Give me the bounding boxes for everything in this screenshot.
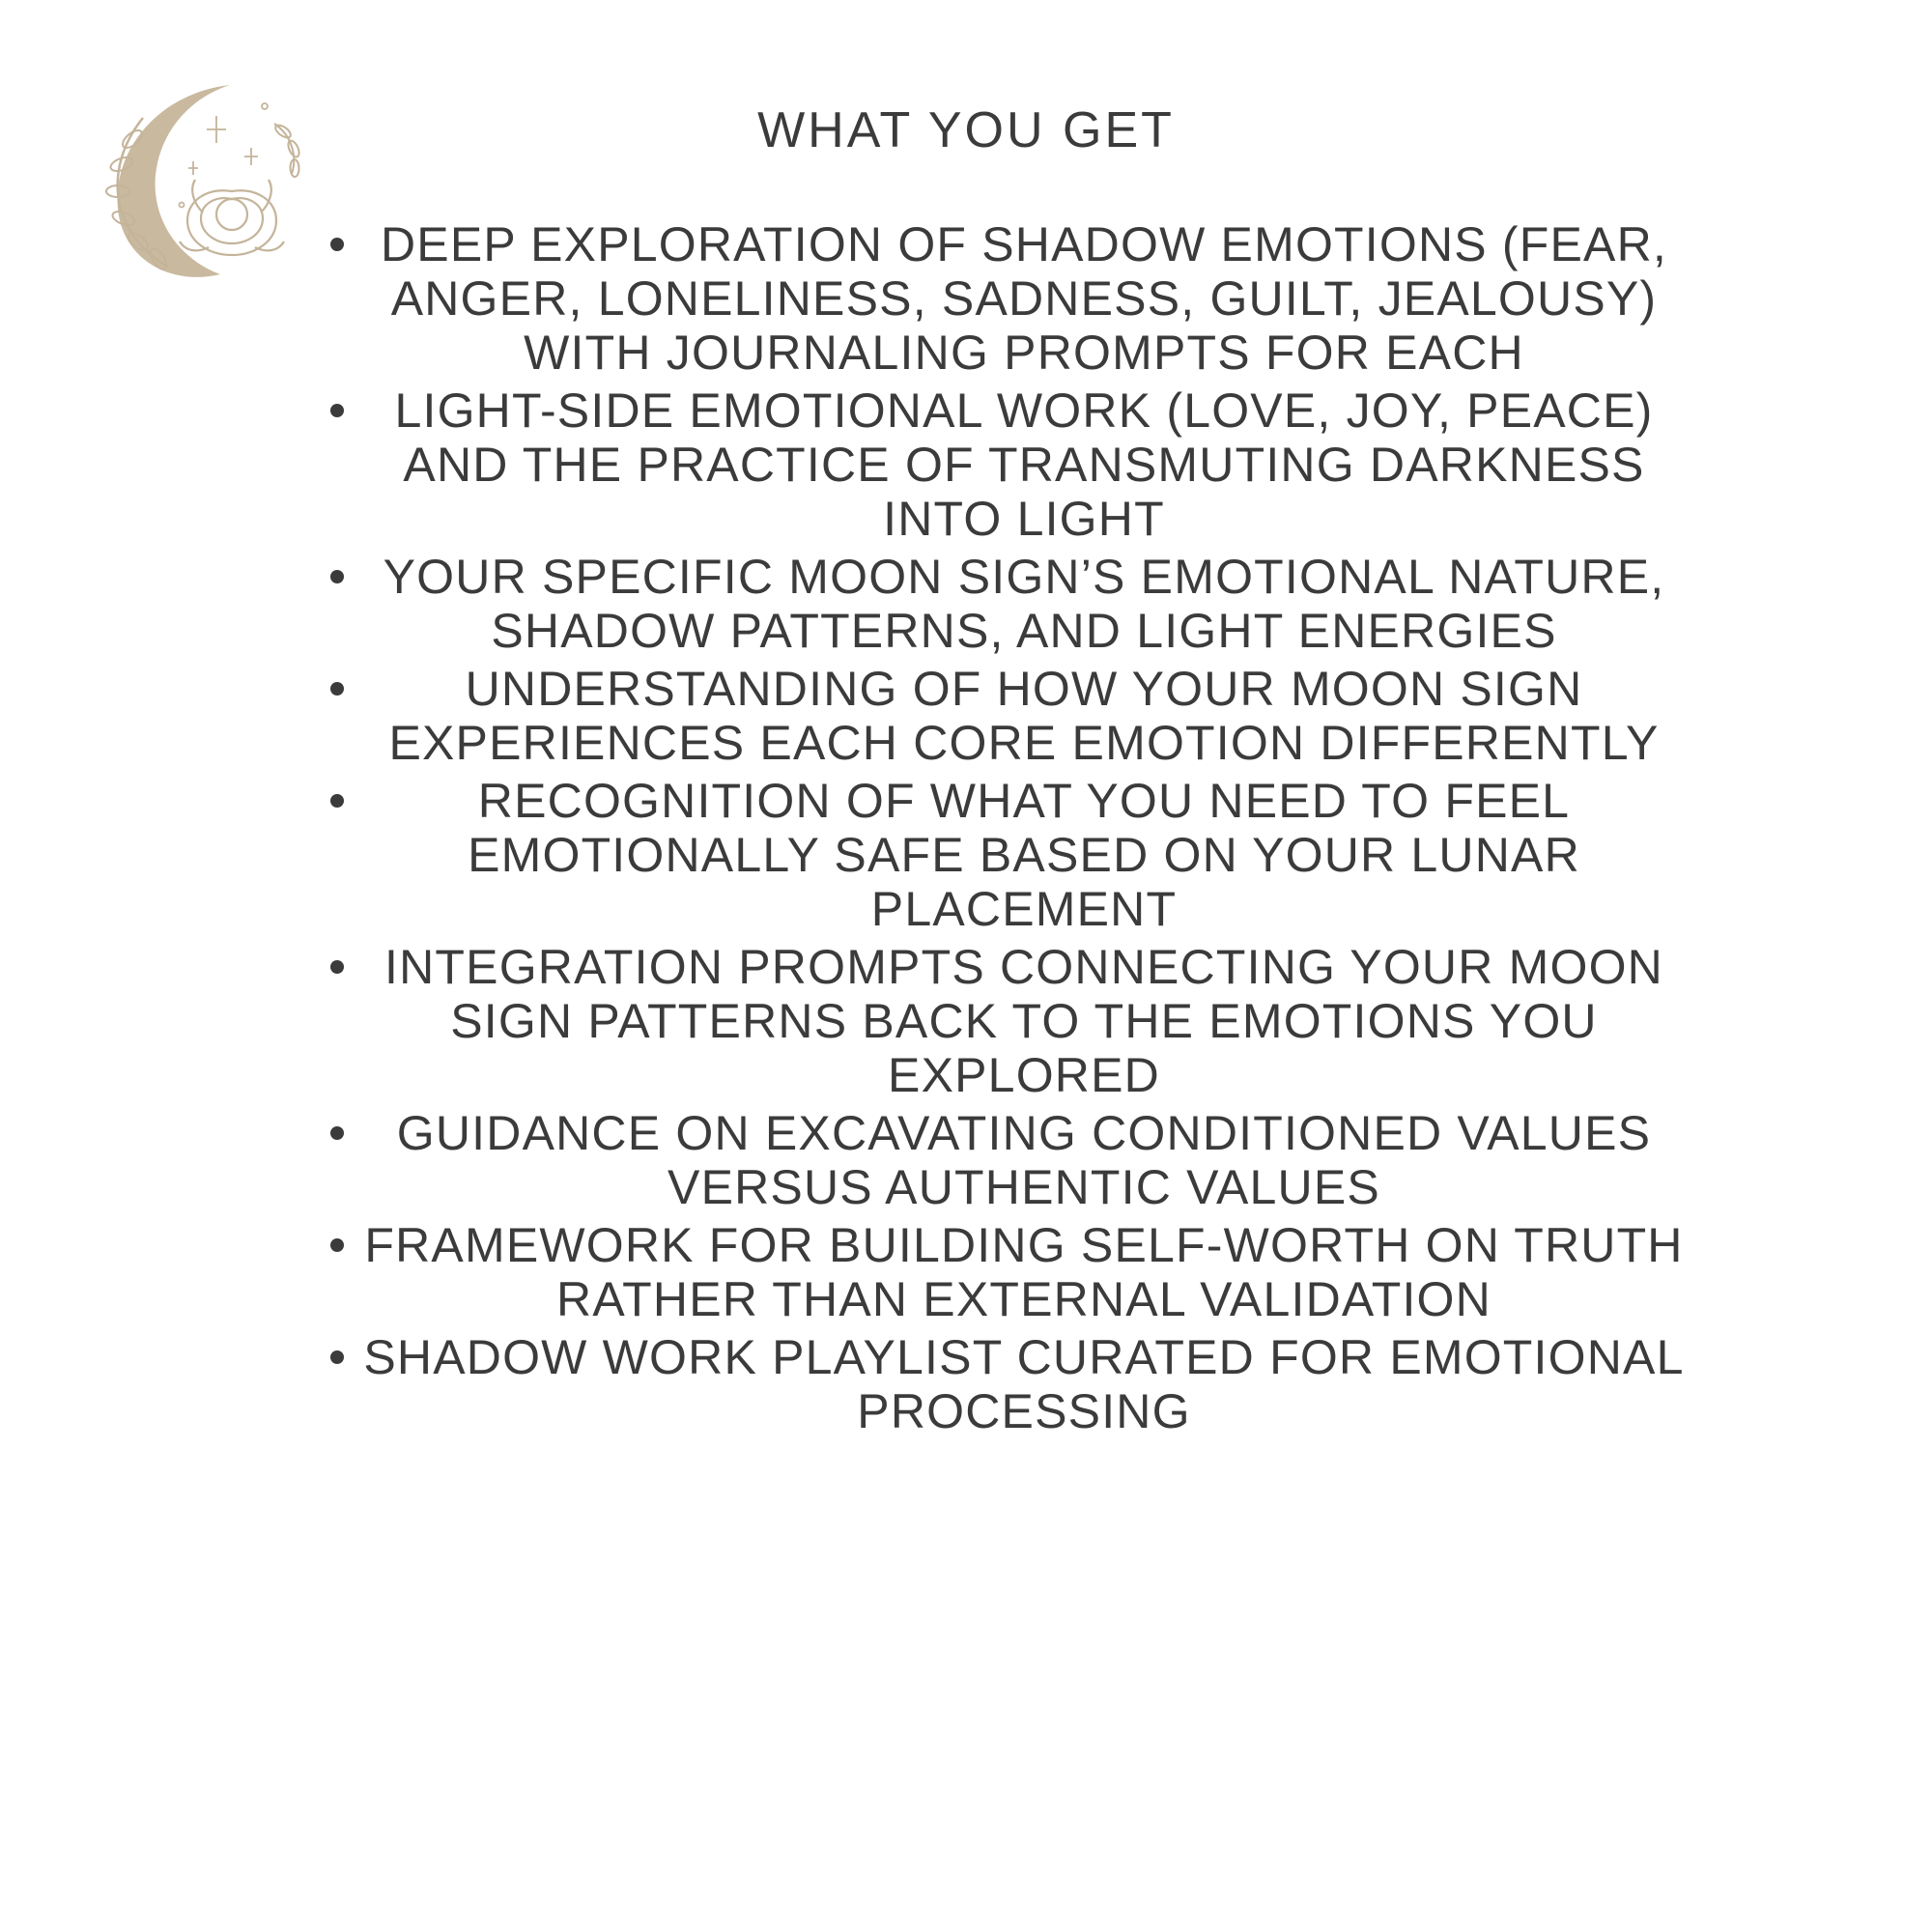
list-item-label: INTEGRATION PROMPTS CONNECTING YOUR MOON SIGN PATTERNS BACK TO THE EMOTIONS YOU EXPLORED — [384, 940, 1663, 1102]
list-item — [290, 217, 1758, 380]
list-item-label: GUIDANCE ON EXCAVATING CONDITIONED VALUES VERSUS AUTHENTIC VALUES — [396, 1106, 1652, 1214]
benefits-list-container — [290, 217, 1758, 1442]
list-item — [290, 384, 1758, 546]
list-item-label: YOUR SPECIFIC MOON SIGN’S EMOTIONAL NATURE, SHADOW PATTERNS, AND LIGHT ENERGIES — [383, 550, 1665, 658]
bullet-icon — [330, 1350, 344, 1364]
bullet-icon — [330, 1126, 344, 1140]
page-title: WHAT YOU GET — [757, 102, 1175, 158]
benefits-list — [290, 217, 1758, 1438]
bullet-icon — [330, 570, 344, 583]
list-item — [290, 662, 1758, 770]
bullet-icon — [330, 682, 344, 696]
list-item — [290, 1330, 1758, 1438]
bullet-icon — [330, 794, 344, 808]
bullet-icon — [330, 238, 344, 251]
bullet-icon — [330, 960, 344, 974]
list-item-label: UNDERSTANDING OF HOW YOUR MOON SIGN EXPERIENCES EACH CORE EMOTION DIFFERENTLY — [388, 662, 1660, 770]
list-item-label: FRAMEWORK FOR BUILDING SELF-WORTH ON TRUTH RATHER THAN EXTERNAL VALIDATION — [364, 1218, 1684, 1326]
list-item — [290, 1218, 1758, 1326]
bullet-icon — [330, 404, 344, 417]
list-item-label: DEEP EXPLORATION OF SHADOW EMOTIONS (FEAR, ANGER, LONELINESS, SADNESS, GUILT, JEALOUSY) WITH JOURNALING PROMPTS FOR EACH — [380, 217, 1668, 380]
list-item — [290, 774, 1758, 936]
list-item-label: SHADOW WORK PLAYLIST CURATED FOR EMOTIONAL PROCESSING — [363, 1330, 1685, 1438]
list-item — [290, 940, 1758, 1102]
list-item-label: RECOGNITION OF WHAT YOU NEED TO FEEL EMOTIONALLY SAFE BASED ON YOUR LUNAR PLACEMENT — [468, 774, 1580, 936]
list-item-label: LIGHT-SIDE EMOTIONAL WORK (LOVE, JOY, PEACE) AND THE PRACTICE OF TRANSMUTING DARKNESS INTO LIGHT — [394, 384, 1654, 546]
list-item — [290, 1106, 1758, 1214]
list-item — [290, 550, 1758, 658]
bullet-icon — [330, 1238, 344, 1252]
